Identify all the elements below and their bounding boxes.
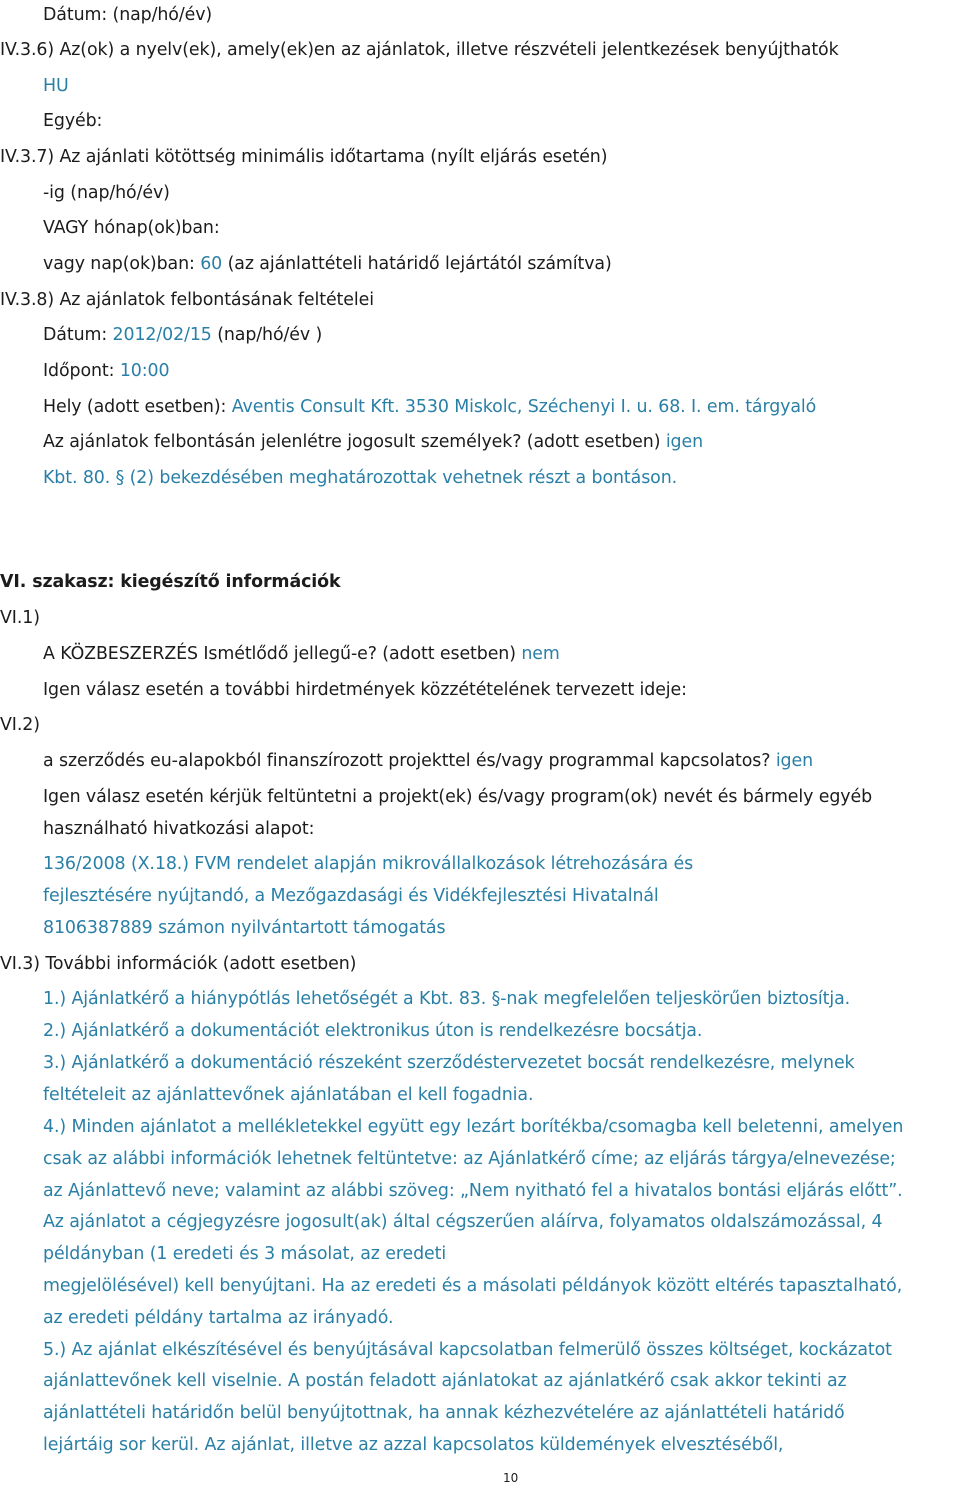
info-item-3-line-2: feltételeit az ajánlattevőnek ajánlatában el kell fogadnia. — [43, 1085, 534, 1105]
page-number: 10 — [503, 1471, 519, 1485]
attendees-line — [43, 431, 703, 453]
opening-place-label: Hely (adott esetben): — [43, 397, 232, 417]
recurring-label: A KÖZBESZERZÉS Ismétlődő jellegű-e? (adott esetben) — [43, 644, 522, 664]
info-item-3-line-1: 3.) Ajánlatkérő a dokumentáció részeként szerződéstervezetet bocsát rendelkezésre, melynek — [43, 1053, 855, 1073]
days-line — [43, 253, 612, 275]
project-ref-value-3: 8106387889 számon nyilvántartott támogatás — [43, 918, 446, 938]
opening-place-value: Aventis Consult Kft. 3530 Miskolc, Széchenyi I. u. 68. I. em. tárgyaló — [231, 397, 817, 417]
opening-date-label: Dátum: — [43, 325, 113, 345]
opening-date-format: (nap/hó/év ) — [211, 325, 323, 345]
attendees-label: Az ajánlatok felbontásán jelenlétre jogosult személyek? (adott esetben) — [43, 432, 666, 452]
until-date-line: -ig (nap/hó/év) — [43, 183, 170, 203]
days-label: vagy nap(ok)ban: — [43, 254, 201, 274]
opening-time-line — [43, 360, 169, 382]
recurring-line — [43, 643, 560, 665]
info-item-5-line-1: 5.) Az ajánlat elkészítésével és benyújtásával kapcsolatban felmerülő összes költséget, kockázatot — [43, 1340, 892, 1360]
recurring-note: Igen válasz esetén a további hirdetmények közzétételének tervezett ideje: — [43, 680, 687, 700]
info-item-2: 2.) Ajánlatkérő a dokumentációt elektronikus úton is rendelkezésre bocsátja. — [43, 1021, 703, 1041]
recurring-value: nem — [521, 644, 560, 664]
section-vi-2-label: VI.2) — [0, 715, 40, 735]
attendees-note: Kbt. 80. § (2) bekezdésében meghatározottak vehetnek részt a bontáson. — [43, 468, 678, 488]
info-item-4-line-4: Az ajánlatot a cégjegyzésre jogosult(ak) által cégszerűen aláírva, folyamatos oldalszámozással, 4 — [43, 1212, 883, 1232]
date-label-line: Dátum: (nap/hó/év) — [43, 5, 213, 25]
opening-place-line — [43, 396, 816, 418]
info-item-5-line-4: lejártáig sor kerül. Az ajánlat, illetve az azzal kapcsolatos küldemények elvesztéséből, — [43, 1435, 784, 1455]
days-value: 60 — [200, 254, 223, 274]
opening-date-value: 2012/02/15 — [112, 325, 212, 345]
attendees-value: igen — [665, 432, 704, 452]
section-iv-3-7-heading: IV.3.7) Az ajánlati kötöttség minimális időtartama (nyílt eljárás esetén) — [0, 147, 608, 167]
info-item-4-line-5: példányban (1 eredeti és 3 másolat, az eredeti — [43, 1244, 447, 1264]
opening-time-label: Időpont: — [43, 361, 120, 381]
info-item-4-line-1: 4.) Minden ajánlatot a mellékletekkel együtt egy lezárt borítékba/csomagba kell beletenni, amelyen — [43, 1117, 904, 1137]
opening-time-value: 10:00 — [119, 361, 170, 381]
info-item-5-line-2: ajánlattevőnek kell viselnie. A postán feladott ajánlatokat az ajánlatkérő csak akkor tekinti az — [43, 1371, 847, 1391]
section-vi-1-label: VI.1) — [0, 608, 40, 628]
info-item-5-line-3: ajánlattételi határidőn belül benyújtottnak, ha annak kézhezvételére az ajánlattételi határidő — [43, 1403, 845, 1423]
project-ref-line-1: Igen válasz esetén kérjük feltüntetni a projekt(ek) és/vagy program(ok) nevét és bármely egyéb — [43, 787, 873, 807]
eu-funds-value: igen — [775, 751, 814, 771]
days-note: (az ajánlattételi határidő lejártától számítva) — [222, 254, 612, 274]
eu-funds-label: a szerződés eu-alapokból finanszírozott projekttel és/vagy programmal kapcsolatos? — [43, 751, 776, 771]
eu-funds-line — [43, 750, 813, 772]
project-ref-value-2: fejlesztésére nyújtandó, a Mezőgazdasági és Vidékfejlesztési Hivatalnál — [43, 886, 659, 906]
section-vi-heading: VI. szakasz: kiegészítő információk — [0, 572, 341, 592]
other-label: Egyéb: — [43, 111, 103, 131]
project-ref-line-2: használható hivatkozási alapot: — [43, 819, 315, 839]
section-vi-3-heading: VI.3) További információk (adott esetben) — [0, 954, 357, 974]
info-item-4-line-3: az Ajánlattevő neve; valamint az alábbi szöveg: „Nem nyitható fel a hivatalos bontási eljárás előtt”. — [43, 1181, 903, 1201]
project-ref-value-1: 136/2008 (X.18.) FVM rendelet alapján mikrovállalkozások létrehozására és — [43, 854, 694, 874]
info-item-4-line-6: megjelölésével) kell benyújtani. Ha az eredeti és a másolati példányok között eltérés tapasztalható, — [43, 1276, 903, 1296]
opening-date-line — [43, 324, 322, 346]
info-item-4-line-2: csak az alábbi információk lehetnek feltüntetve: az Ajánlatkérő címe; az eljárás tárgya/elnevezése; — [43, 1149, 896, 1169]
language-value: HU — [43, 76, 69, 96]
info-item-4-line-7: az eredeti példány tartalma az irányadó. — [43, 1308, 394, 1328]
section-iv-3-8-heading: IV.3.8) Az ajánlatok felbontásának feltételei — [0, 290, 374, 310]
section-iv-3-6-heading: IV.3.6) Az(ok) a nyelv(ek), amely(ek)en az ajánlatok, illetve részvételi jelentkezések benyújthatók — [0, 40, 839, 60]
info-item-1: 1.) Ajánlatkérő a hiánypótlás lehetőségét a Kbt. 83. §-nak megfelelően teljeskörűen biztosítja. — [43, 989, 851, 1009]
months-line: VAGY hónap(ok)ban: — [43, 218, 220, 238]
